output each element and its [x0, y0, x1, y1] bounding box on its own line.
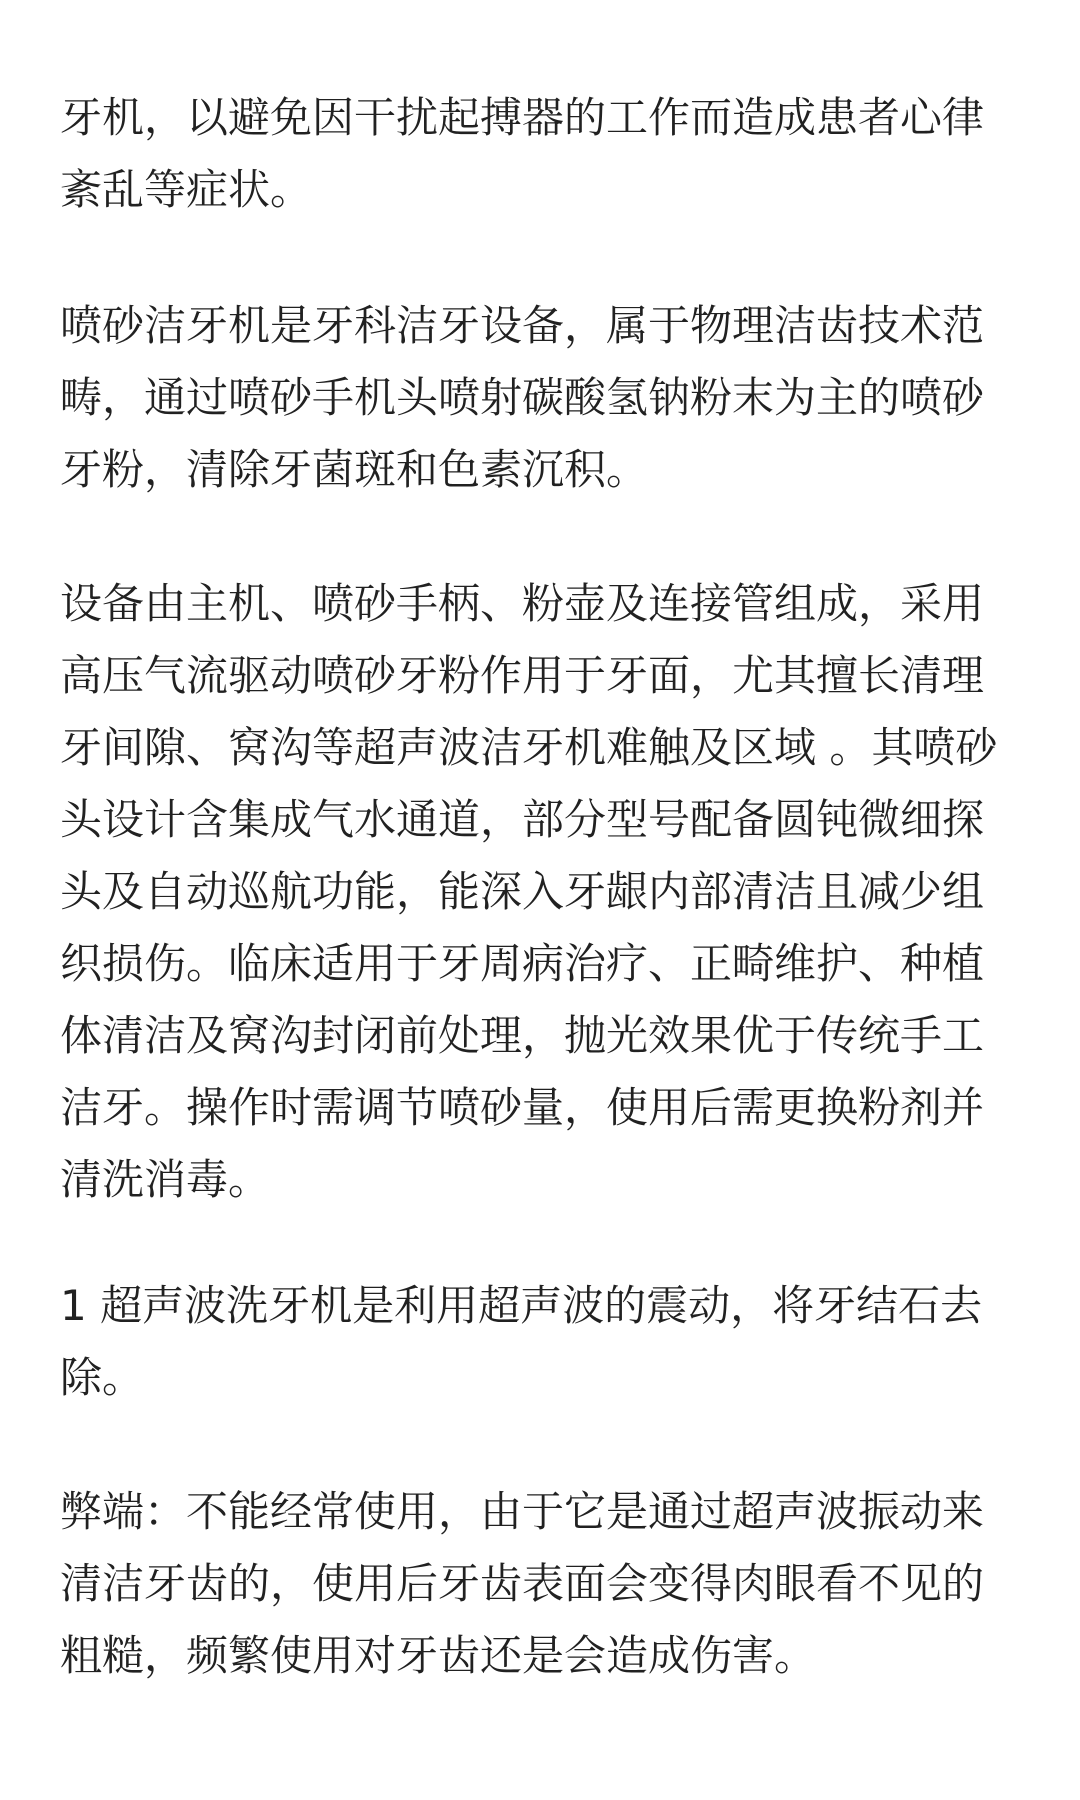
- article-paragraph: 喷砂洁牙机是牙科洁牙设备，属于物理洁齿技术范畴，通过喷砂手机头喷射碳酸氢钠粉末为主的喷砂牙粉，清除牙菌斑和色素沉积。: [60, 301, 985, 494]
- article-paragraph: 弊端：不能经常使用，由于它是通过超声波振动来清洁牙齿的，使用后牙齿表面会变得肉眼看不见的粗糙，频繁使用对牙齿还是会造成伤害。: [60, 1487, 985, 1680]
- article-paragraph: 1 超声波洗牙机是利用超声波的震动，将牙结石去除。: [60, 1281, 983, 1402]
- article-paragraph: 设备由主机、喷砂手柄、粉壶及连接管组成，采用高压气流驱动喷砂牙粉作用于牙面，尤其擅长清理牙间隙、窝沟等超声波洁牙机难触及区域 。其喷砂头设计含集成气水通道，部分型号配备圆钝微细探头及自动巡航功能，能深入牙龈内部清洁且减少组织损伤。临床适用于牙周病治疗、正畸维护、种植体清洁及窝沟封闭前处理，抛光效果优于传统手工洁牙。操作时需调节喷砂量，使用后需更换粉剂并清洗消毒。: [60, 579, 998, 1204]
- article-paragraph: 牙机，以避免因干扰起搏器的工作而造成患者心律紊乱等症状。: [60, 93, 985, 214]
